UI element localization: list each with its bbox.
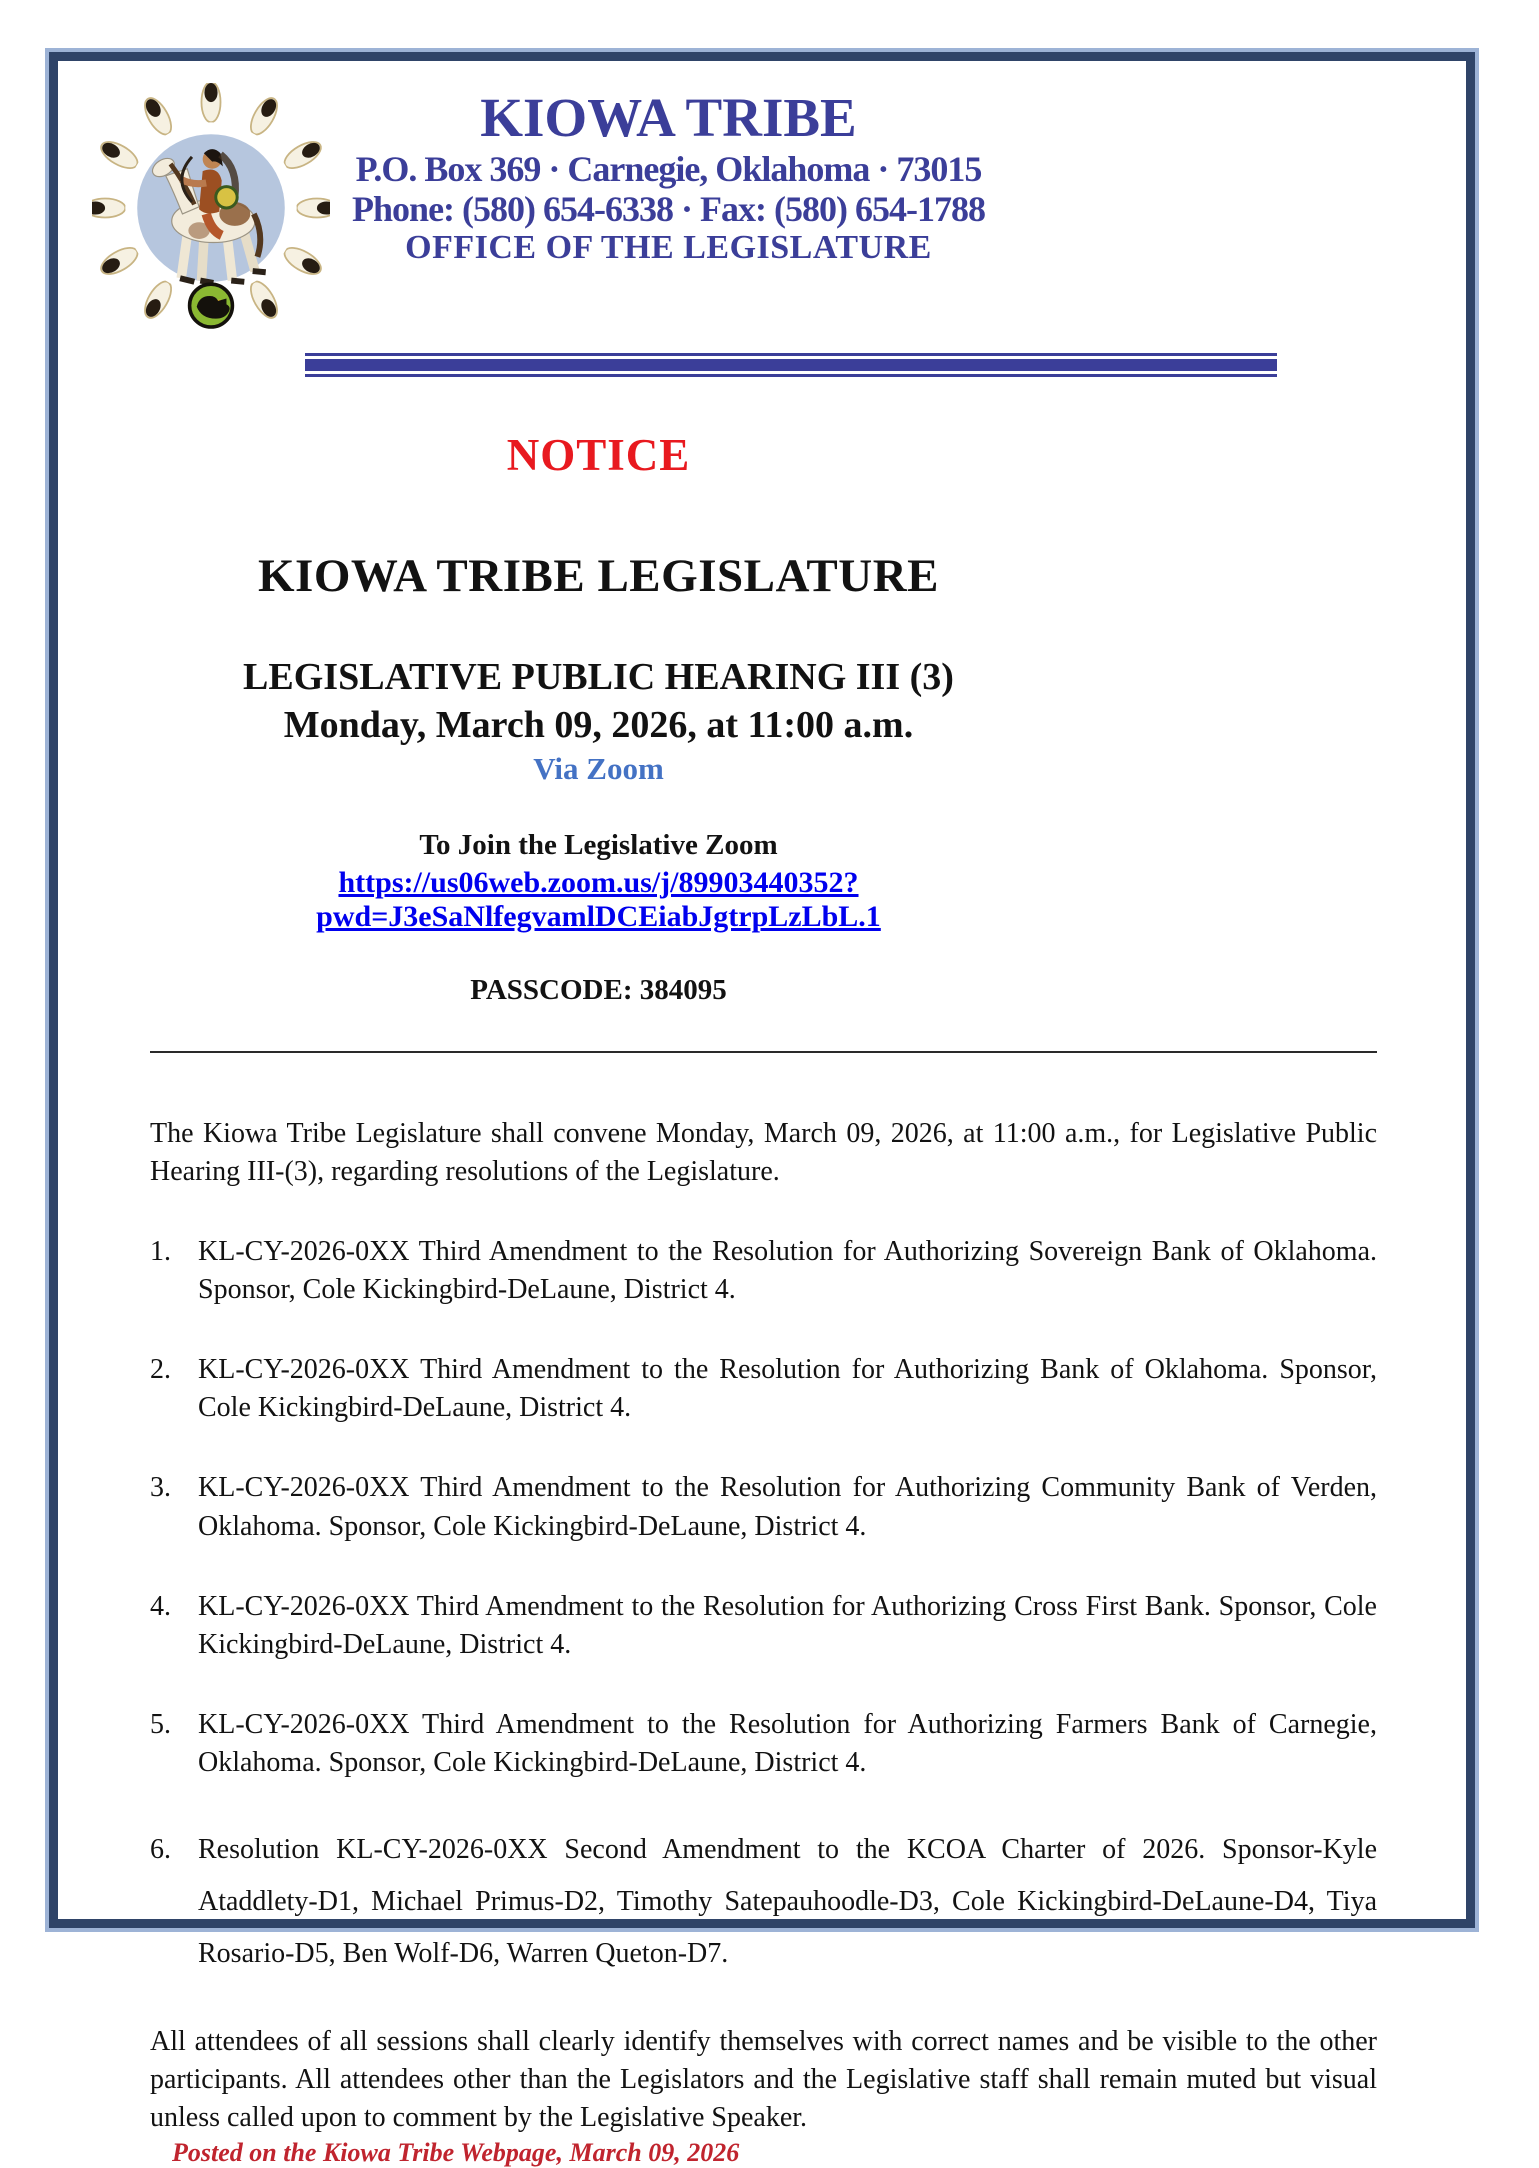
agenda-item [150, 1588, 1377, 1664]
zoom-link-line [150, 866, 1047, 934]
notice-document [49, 52, 1475, 2167]
agenda-item-number: 1. [150, 1236, 171, 1268]
hearing-datetime: Monday, March 09, 2026, at 11:00 a.m. [283, 704, 914, 746]
agenda-item-number: 4. [150, 1590, 171, 1622]
agenda-item-text: KL-CY-2026-0XX Third Amendment to the Resolution for Authorizing Farmers Bank of Carnegie, Oklahoma. Sponsor, Cole Kickingbird-DeLaune, District 4. [198, 1708, 1377, 1778]
agenda-item [150, 1824, 1377, 1979]
agenda-item [150, 1233, 1377, 1309]
agenda-item [150, 1351, 1377, 1427]
zoom-meeting-link[interactable]: https://us06web.zoom.us/j/89903440352?pwd=J3eSaNlfegvamlDCEiabJgtrpLzLbL.1 [316, 866, 881, 933]
agenda-item-number: 2. [150, 1354, 171, 1386]
agenda-item-number: 6. [150, 1833, 171, 1865]
hearing-title: LEGISLATIVE PUBLIC HEARING III (3) [243, 656, 954, 698]
notice-block [150, 377, 1047, 1007]
org-address: P.O. Box 369 · Carnegie, Oklahoma · 73015 [355, 148, 982, 189]
page-frame [45, 48, 1479, 2167]
agenda-item [150, 1706, 1377, 1782]
agenda-item-text: Resolution KL-CY-2026-0XX Second Amendment to the KCOA Charter of 2026. Sponsor-Kyle Ataddlety-D1, Michael Primus-D2, Timothy Satepauhoodle-D3, Cole Kickingbird-DeLaune-D4, Tiya Rosario-D5, Ben Wolf-D6, Warren Queton-D7. [198, 1833, 1377, 1969]
section-divider [150, 1051, 1377, 1053]
closing-paragraph: All attendees of all sessions shall clearly identify themselves with correct names and be visible to the other participants. All attendees other than the Legislators and the Legislative staff shall remain muted but visual unless called upon to comment by the Legislative Speaker. [150, 2026, 1377, 2134]
org-name: KIOWA TRIBE [480, 87, 857, 148]
agenda-list [150, 1233, 1377, 2021]
kiowa-tribe-seal-logo [92, 83, 330, 333]
via-zoom-label: Via Zoom [533, 751, 664, 786]
org-phone-fax: Phone: (580) 654-6338 · Fax: (580) 654-1788 [352, 188, 985, 229]
agenda-item-text: KL-CY-2026-0XX Third Amendment to the Resolution for Authorizing Cross First Bank. Sponsor, Cole Kickingbird-DeLaune, District 4. [198, 1590, 1377, 1660]
letterhead-separator [305, 353, 1277, 377]
buffalo-medallion-icon [190, 284, 233, 327]
legislature-heading: KIOWA TRIBE LEGISLATURE [257, 550, 940, 602]
org-office: OFFICE OF THE LEGISLATURE [405, 229, 932, 267]
notice-heading: NOTICE [506, 430, 691, 480]
passcode-label: PASSCODE: 384095 [470, 974, 727, 1006]
intro-paragraph: The Kiowa Tribe Legislature shall convene Monday, March 09, 2026, at 11:00 a.m., for Legislative Public Hearing III-(3), regarding resolutions of the Legislature. [150, 1118, 1377, 1188]
letterhead [150, 73, 1377, 341]
agenda-item-text: KL-CY-2026-0XX Third Amendment to the Resolution for Authorizing Sovereign Bank of Oklahoma. Sponsor, Cole Kickingbird-DeLaune, District 4. [198, 1236, 1377, 1306]
posted-footer: Posted on the Kiowa Tribe Webpage, March 09, 2026 [172, 2137, 740, 2167]
agenda-item-number: 3. [150, 1472, 171, 1504]
agenda-item [150, 1469, 1377, 1545]
agenda-item-text: KL-CY-2026-0XX Third Amendment to the Resolution for Authorizing Community Bank of Verden, Oklahoma. Sponsor, Cole Kickingbird-DeLaune, District 4. [198, 1472, 1377, 1542]
agenda-item-text: KL-CY-2026-0XX Third Amendment to the Resolution for Authorizing Bank of Oklahoma. Sponsor, Cole Kickingbird-DeLaune, District 4. [198, 1354, 1377, 1424]
agenda-item-number: 5. [150, 1708, 171, 1740]
join-zoom-label: To Join the Legislative Zoom [419, 829, 778, 861]
